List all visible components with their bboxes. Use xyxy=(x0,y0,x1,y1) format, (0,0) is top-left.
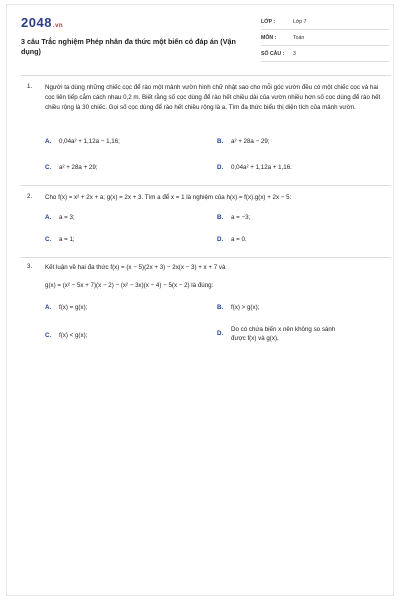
option-text: Do có chứa biến x nên không so sánh được f(x) và g(x). xyxy=(231,326,336,342)
option-text: f(x) > g(x); xyxy=(231,304,260,311)
question-text-continued: g(x) = (x² − 5x + 7)(x − 2) − (x² − 3x)(x − 4) − 5(x − 2) là đúng: xyxy=(45,282,214,289)
question-3 xyxy=(21,263,391,353)
question-1 xyxy=(21,83,391,183)
option-label: B. xyxy=(217,214,224,221)
option-d[interactable] xyxy=(217,325,349,343)
option-b[interactable] xyxy=(217,137,270,146)
option-label: C. xyxy=(45,164,52,171)
option-label: A. xyxy=(45,214,52,221)
divider xyxy=(261,29,389,30)
option-d[interactable] xyxy=(217,163,292,172)
question-2 xyxy=(21,193,391,253)
meta-count-key: SỐ CÂU : xyxy=(261,51,285,57)
option-text: a = 3; xyxy=(59,214,75,221)
question-divider xyxy=(21,185,391,186)
option-label: C. xyxy=(45,332,52,339)
option-label: A. xyxy=(45,138,52,145)
option-b[interactable] xyxy=(217,213,250,222)
option-text: a = −3; xyxy=(231,214,251,221)
option-text: a = 0. xyxy=(231,236,247,243)
logo-text: 2048 xyxy=(21,15,52,30)
option-label: B. xyxy=(217,138,224,145)
option-c[interactable] xyxy=(45,331,87,340)
option-a[interactable] xyxy=(45,137,120,146)
option-c[interactable] xyxy=(45,235,75,244)
option-text: 0,04a² + 1,12a + 1,16. xyxy=(231,164,292,171)
meta-count-value: 3 xyxy=(293,51,296,57)
option-b[interactable] xyxy=(217,303,259,312)
option-text: f(x) < g(x); xyxy=(59,332,88,339)
option-label: D. xyxy=(217,236,224,243)
option-d[interactable] xyxy=(217,235,247,244)
page-title: 3 câu Trắc nghiệm Phép nhân đa thức một biến có đáp án (Vận dụng) xyxy=(21,37,236,56)
option-label: D. xyxy=(217,330,224,337)
option-a[interactable] xyxy=(45,213,75,222)
divider xyxy=(261,61,389,62)
site-logo[interactable] xyxy=(21,15,63,30)
question-divider xyxy=(21,257,391,258)
question-number: 1. xyxy=(27,83,33,90)
option-text: f(x) = g(x); xyxy=(59,304,88,311)
question-text: Cho f(x) = x² + 2x + a; g(x) = 2x + 3. Tìm a để x = 1 là nghiệm của h(x) = f(x).g(x) + 2x − 5: xyxy=(45,194,292,201)
option-label: C. xyxy=(45,236,52,243)
divider xyxy=(261,45,389,46)
option-text: a² + 28a + 29; xyxy=(59,164,98,171)
meta-subject-value: Toán xyxy=(293,35,305,41)
question-text: Kết luận về hai đa thức f(x) = (x − 5)(2x + 3) − 2x(x − 3) + x + 7 và xyxy=(45,264,226,271)
option-a[interactable] xyxy=(45,303,87,312)
document-page xyxy=(6,4,394,596)
question-number: 3. xyxy=(27,263,33,270)
option-label: B. xyxy=(217,304,224,311)
meta-grade-value: Lớp 7 xyxy=(293,19,307,25)
logo-suffix: .vn xyxy=(52,23,64,29)
option-text: a² + 28a − 29; xyxy=(231,138,270,145)
option-c[interactable] xyxy=(45,163,98,172)
option-text: 0,04a² + 1,12a − 1,16; xyxy=(59,138,120,145)
option-text: a = 1; xyxy=(59,236,75,243)
question-text: Người ta dùng những chiếc cọc để rào một mảnh vườn hình chữ nhật sao cho mỗi góc vườn đều có một chiếc cọc và hai cọc liên tiếp cắm cách nhau 0,2 m. Biết rằng số cọc dùng để rào hết chiều dài của vườn nhiều hơn số cọc dùng để rào hết chiều rộng là 30 chiếc. Gọi số cọc dùng để rào hết chiều rộng là a. Tìm đa thức biểu thị diện tích của mảnh vườn. xyxy=(45,84,381,111)
option-label: D. xyxy=(217,164,224,171)
question-number: 2. xyxy=(27,193,33,200)
header-divider xyxy=(21,75,391,76)
meta-grade-key: LỚP : xyxy=(261,19,276,25)
meta-subject-key: MÔN : xyxy=(261,35,277,41)
option-label: A. xyxy=(45,304,52,311)
